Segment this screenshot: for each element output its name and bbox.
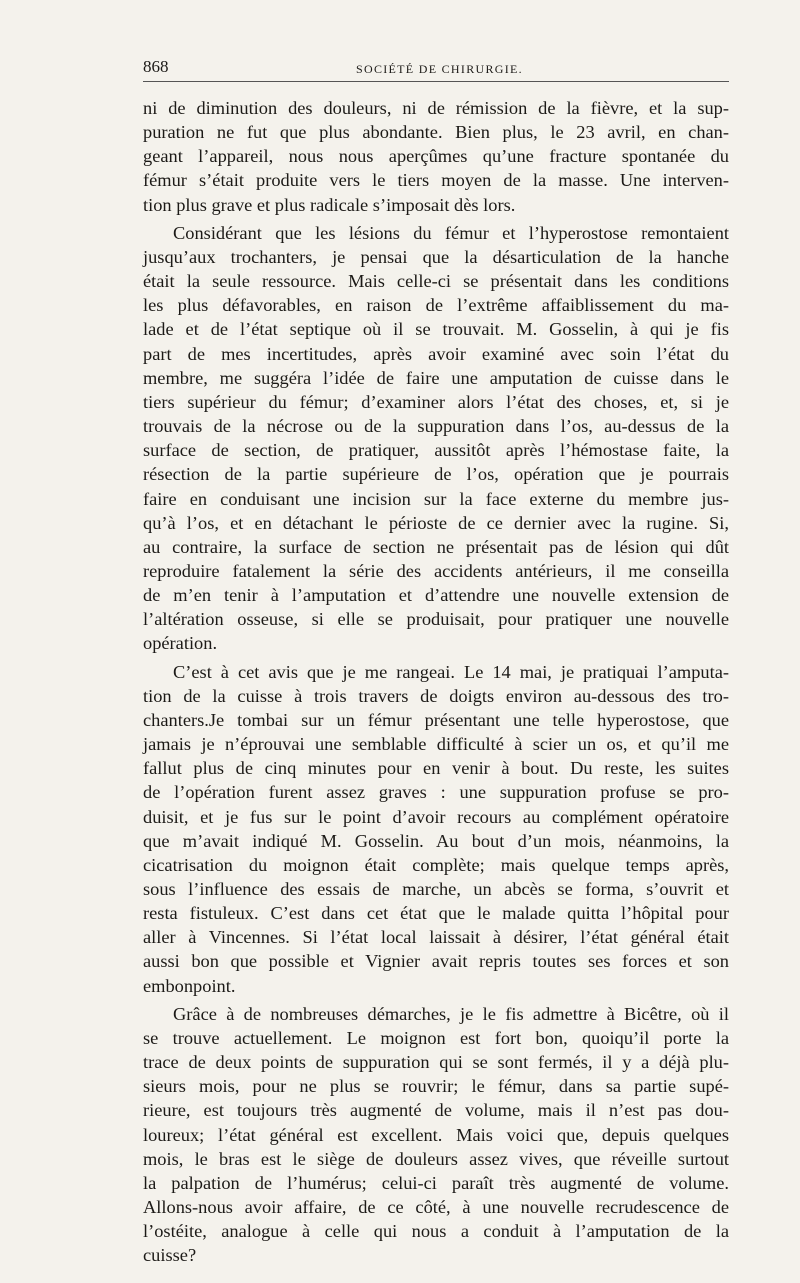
text-line: puration ne fut que plus abondante. Bien plus, le 23 avril, en chan- — [143, 122, 729, 143]
page-number: 868 — [143, 57, 169, 76]
text-line: qu’à l’os, et en détachant le périoste de ce dernier avec la rugine. Si, — [143, 512, 729, 533]
text-line: de m’en tenir à l’amputation et d’attendre une nouvelle extension de — [143, 585, 729, 606]
text-line: reproduire fatalement la série des accidents antérieurs, il me conseilla — [143, 560, 729, 581]
text-line: rieure, est toujours très augmenté de volume, mais il n’est pas dou- — [143, 1100, 729, 1121]
header-rule — [143, 81, 729, 82]
text-line: loureux; l’état général est excellent. Mais voici que, depuis quelques — [143, 1124, 729, 1145]
text-line: trouvais de la nécrose ou de la suppuration dans l’os, au-dessus de la — [143, 416, 729, 437]
text-line: Allons-nous avoir affaire, de ce côté, à une nouvelle recrudescence de — [143, 1197, 729, 1218]
text-line: C’est à cet avis que je me rangeai. Le 14 mai, je pratiquai l’amputa- — [173, 661, 729, 682]
paragraph-2 — [143, 221, 729, 656]
text-line: fémur s’était produite vers le tiers moyen de la masse. Une interven- — [143, 170, 729, 191]
paragraph-1 — [143, 96, 729, 217]
paragraph-4 — [143, 1002, 729, 1268]
text-line: l’altération osseuse, si elle se produisait, pour pratiquer une nouvelle — [143, 609, 729, 630]
text-line: cicatrisation du moignon était complète; mais quelque temps après, — [143, 854, 729, 875]
text-line: Grâce à de nombreuses démarches, je le fis admettre à Bicêtre, où il — [173, 1003, 729, 1024]
text-line: au contraire, la surface de section ne présentait pas de lésion qui dût — [143, 536, 729, 557]
text-line: resta fistuleux. C’est dans cet état que le malade quitta l’hôpital pour — [143, 903, 729, 924]
text-line: tion plus grave et plus radicale s’imposait dès lors. — [143, 194, 516, 215]
text-line: sous l’influence des essais de marche, un abcès se forma, s’ouvrit et — [143, 879, 729, 899]
text-line: tiers supérieur du fémur; d’examiner alors l’état des choses, et, si je — [143, 391, 729, 412]
paragraph-3 — [143, 660, 729, 998]
text-line: jusqu’aux trochanters, je pensai que la désarticulation de la hanche — [143, 246, 729, 267]
text-line: fallut plus de cinq minutes pour en venir à bout. Du reste, les suites — [143, 758, 729, 779]
text-line: embonpoint. — [143, 975, 236, 996]
text-line: jamais je n’éprouvai une semblable difficulté à scier un os, et qu’il me — [143, 734, 729, 755]
body-text — [143, 96, 729, 1272]
text-line: que m’avait indiqué M. Gosselin. Au bout d’un mois, néanmoins, la — [143, 830, 729, 851]
text-line: tion de la cuisse à trois travers de doigts environ au-dessous des tro- — [143, 685, 729, 706]
text-line: trace de deux points de suppuration qui se sont fermés, il y a déjà plu- — [143, 1052, 729, 1073]
text-line: Considérant que les lésions du fémur et l’hyperostose remontaient — [173, 222, 729, 243]
text-line: ni de diminution des douleurs, ni de rémission de la fièvre, et la sup- — [143, 98, 729, 118]
text-line: geant l’appareil, nous nous aperçûmes qu’une fracture spontanée du — [143, 146, 729, 167]
text-line: était la seule ressource. Mais celle-ci se présentait dans les conditions — [143, 271, 729, 292]
text-line: se trouve actuellement. Le moignon est fort bon, quoiqu’il porte la — [143, 1027, 729, 1048]
text-line: la palpation de l’humérus; celui-ci paraît très augmenté de volume. — [143, 1172, 729, 1193]
text-line: cuisse? — [143, 1245, 197, 1266]
text-line: surface de section, de pratiquer, aussitôt après l’hémostase faite, la — [143, 440, 729, 461]
text-line: l’ostéite, analogue à celle qui nous a conduit à l’amputation de la — [143, 1221, 729, 1242]
text-line: duisit, et je fus sur le point d’avoir recours au complément opératoire — [143, 806, 729, 827]
text-line: de l’opération furent assez graves : une suppuration profuse se pro- — [143, 782, 729, 803]
text-line: résection de la partie supérieure de l’os, opération que je pourrais — [143, 464, 729, 485]
text-line: aller à Vincennes. Si l’état local laissait à désirer, l’état général était — [143, 927, 729, 948]
text-line: lade et de l’état septique où il se trouvait. M. Gosselin, à qui je fis — [143, 319, 729, 340]
text-line: aussi bon que possible et Vignier avait repris toutes ses forces et son — [143, 951, 729, 972]
text-line: chanters.Je tombai sur un fémur présentant une telle hyperostose, que — [143, 709, 729, 730]
page-header — [143, 56, 729, 86]
text-line: faire en conduisant une incision sur la face externe du membre jus- — [143, 488, 729, 509]
text-line: membre, me suggéra l’idée de faire une amputation de cuisse dans le — [143, 367, 729, 388]
text-line: opération. — [143, 633, 218, 654]
text-line: mois, le bras est le siège de douleurs assez vives, que réveille surtout — [143, 1148, 729, 1169]
running-title: SOCIÉTÉ DE CHIRURGIE. — [356, 62, 523, 76]
text-line: sieurs mois, pour ne plus se rouvrir; le fémur, dans sa partie supé- — [143, 1076, 729, 1097]
text-line: les plus défavorables, en raison de l’extrême affaiblissement du ma- — [143, 295, 729, 316]
text-line: part de mes incertitudes, après avoir examiné avec soin l’état du — [143, 343, 729, 364]
